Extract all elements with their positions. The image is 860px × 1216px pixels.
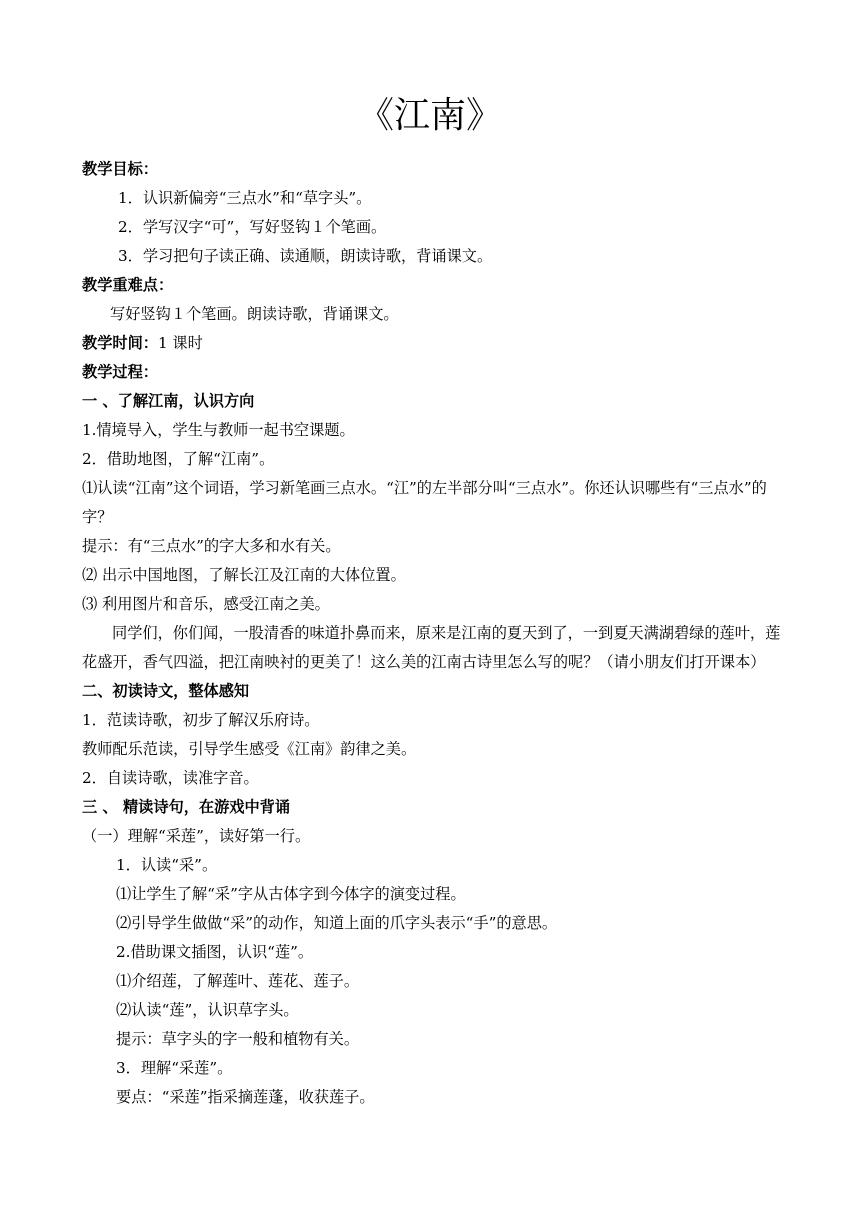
step-3-1-1-a: ⑴让学生了解“采”字从古体字到今体字的演变过程。	[116, 885, 466, 903]
step-1-2-b: ⑵ 出示中国地图，了解长江及江南的大体位置。	[82, 566, 406, 584]
teaching-time-value: 1 课时	[157, 334, 203, 352]
subsection-3-1: （一）理解“采莲”，读好第一行。	[82, 827, 311, 845]
section-heading-2: 二、初读诗文，整体感知	[82, 682, 250, 700]
step-3-1-2: 2.借助课文插图，认识“莲”。	[116, 943, 314, 961]
intro-paragraph: 同学们，你们闻，一股清香的味道扑鼻而来，原来是江南的夏天到了，一到夏天满湖碧绿的莲叶，莲花盛开，香气四溢，把江南映衬的更美了！这么美的江南古诗里怎么写的呢？（请小朋友们打开课本）	[82, 624, 781, 671]
heading-teaching-time: 教学时间：	[82, 334, 158, 352]
step-2-2: 2．自读诗歌，读准字音。	[82, 769, 259, 787]
hint-grass-radical: 提示：草字头的字一般和植物有关。	[116, 1030, 359, 1048]
heading-teaching-goals: 教学目标：	[82, 160, 158, 178]
heading-key-difficulties: 教学重难点：	[82, 276, 174, 294]
step-3-1-1: 1．认读“采”。	[116, 856, 218, 874]
step-2-1: 1．范读诗歌，初步了解汉乐府诗。	[82, 711, 320, 729]
document-title: 《江南》	[357, 95, 502, 136]
section-heading-3: 三 、 精读诗句，在游戏中背诵	[82, 798, 291, 816]
step-1-2-c: ⑶ 利用图片和音乐，感受江南之美。	[82, 595, 330, 613]
hint-three-dots-water: 提示：有“三点水”的字大多和水有关。	[82, 537, 341, 555]
step-2-1-detail: 教师配乐范读，引导学生感受《江南》韵律之美。	[82, 740, 417, 758]
goal-item-3: 3．学习把句子读正确、读通顺，朗读诗歌，背诵课文。	[118, 247, 493, 265]
document-body	[82, 155, 782, 1112]
teaching-time-row	[82, 329, 782, 358]
step-1-1: 1.情境导入，学生与教师一起书空课题。	[82, 421, 355, 439]
key-difficulties-text: 写好竖钩１个笔画。朗读诗歌，背诵课文。	[110, 305, 399, 323]
step-3-1-2-b: ⑵认读“莲”，认识草字头。	[116, 1001, 299, 1019]
key-point-cailian: 要点：“采莲”指采摘莲蓬，收获莲子。	[116, 1088, 375, 1106]
step-1-2: 2．借助地图，了解“江南”。	[82, 450, 275, 468]
step-3-1-2-a: ⑴介绍莲，了解莲叶、莲花、莲子。	[116, 972, 359, 990]
goal-item-1: 1．认识新偏旁“三点水”和“草字头”。	[118, 189, 372, 207]
step-3-1-3: 3．理解“采莲”。	[116, 1059, 233, 1077]
goal-item-2: 2．学写汉字“可”，写好竖钩１个笔画。	[118, 218, 387, 236]
section-heading-1: 一 、了解江南，认识方向	[82, 392, 255, 410]
step-3-1-1-b: ⑵引导学生做做“采”的动作，知道上面的爪字头表示“手”的意思。	[116, 914, 558, 932]
heading-teaching-process: 教学过程：	[82, 363, 158, 381]
step-1-2-a: ⑴认读“江南”这个词语，学习新笔画三点水。“江”的左半部分叫“三点水”。你还认识哪些有“三点水”的字？	[82, 479, 767, 526]
